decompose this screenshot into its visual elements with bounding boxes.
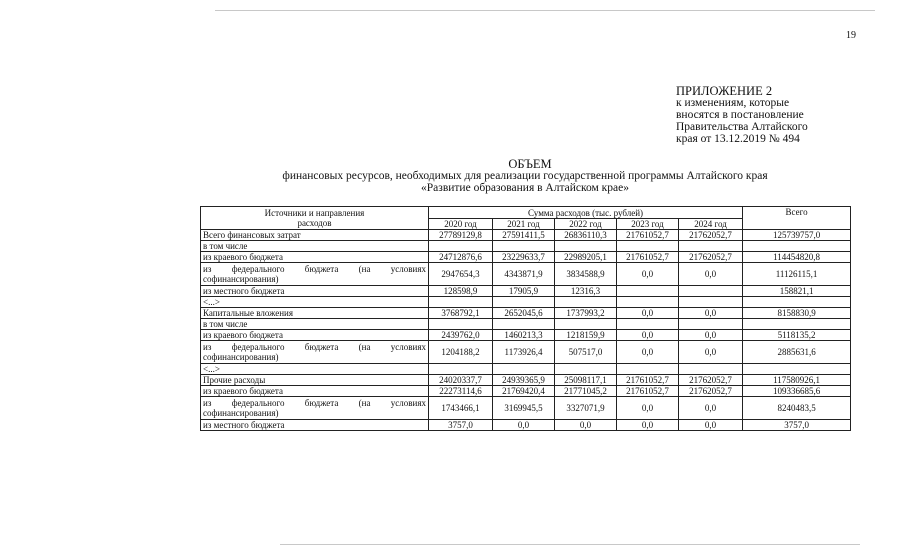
- year-value-cell: 0,0: [617, 330, 679, 341]
- year-value-cell: 0,0: [679, 330, 743, 341]
- year-value-cell: 0,0: [679, 397, 743, 420]
- appendix-line: Правительства Алтайского: [676, 121, 808, 133]
- header-year: 2021 год: [493, 219, 555, 230]
- year-value-cell: [555, 297, 617, 308]
- header-total: Всего: [743, 207, 851, 230]
- year-value-cell: 26836110,3: [555, 230, 617, 241]
- year-value-cell: 0,0: [493, 420, 555, 431]
- appendix-heading: ПРИЛОЖЕНИЕ 2: [676, 84, 773, 98]
- year-value-cell: 0,0: [617, 397, 679, 420]
- appendix-line: вносятся в постановление: [676, 109, 804, 121]
- year-value-cell: [493, 241, 555, 252]
- year-value-cell: [617, 286, 679, 297]
- year-value-cell: 2947654,3: [429, 263, 493, 286]
- total-value-cell: 8240483,5: [743, 397, 851, 420]
- year-value-cell: 3757,0: [429, 420, 493, 431]
- row-label: из краевого бюджета: [201, 330, 429, 341]
- year-value-cell: 21761052,7: [617, 230, 679, 241]
- table-row: [201, 420, 851, 431]
- row-label: из местного бюджета: [201, 286, 429, 297]
- year-value-cell: [555, 364, 617, 375]
- table-row: [201, 341, 851, 364]
- page-number: 19: [846, 30, 856, 41]
- year-value-cell: 1737993,2: [555, 308, 617, 319]
- year-value-cell: 1743466,1: [429, 397, 493, 420]
- total-value-cell: 109336685,6: [743, 386, 851, 397]
- year-value-cell: 23229633,7: [493, 252, 555, 263]
- year-value-cell: 21761052,7: [617, 386, 679, 397]
- year-value-cell: 0,0: [617, 263, 679, 286]
- year-value-cell: [679, 241, 743, 252]
- year-value-cell: 21761052,7: [617, 252, 679, 263]
- year-value-cell: 1460213,3: [493, 330, 555, 341]
- row-label: <...>: [201, 297, 429, 308]
- row-label: <...>: [201, 364, 429, 375]
- row-label: Капитальные вложения: [201, 308, 429, 319]
- year-value-cell: 1173926,4: [493, 341, 555, 364]
- row-label: из федерального бюджета (на условиях софинансирования): [201, 263, 429, 286]
- year-value-cell: 21771045,2: [555, 386, 617, 397]
- total-value-cell: 114454820,8: [743, 252, 851, 263]
- year-value-cell: 21769420,4: [493, 386, 555, 397]
- appendix-line: края от 13.12.2019 № 494: [676, 133, 800, 145]
- year-value-cell: [679, 319, 743, 330]
- scan-edge-top: [215, 10, 875, 11]
- header-year: 2024 год: [679, 219, 743, 230]
- year-value-cell: 21762052,7: [679, 252, 743, 263]
- row-label: из федерального бюджета (на условиях софинансирования): [201, 341, 429, 364]
- year-value-cell: [493, 297, 555, 308]
- row-label: Прочие расходы: [201, 375, 429, 386]
- total-value-cell: 3757,0: [743, 420, 851, 431]
- year-value-cell: 27591411,5: [493, 230, 555, 241]
- year-value-cell: [493, 319, 555, 330]
- year-value-cell: [429, 319, 493, 330]
- year-value-cell: 3169945,5: [493, 397, 555, 420]
- header-year: 2022 год: [555, 219, 617, 230]
- year-value-cell: 128598,9: [429, 286, 493, 297]
- year-value-cell: [679, 297, 743, 308]
- row-label: из местного бюджета: [201, 420, 429, 431]
- year-value-cell: [429, 297, 493, 308]
- year-value-cell: [679, 286, 743, 297]
- year-value-cell: [429, 364, 493, 375]
- year-value-cell: 0,0: [679, 420, 743, 431]
- year-value-cell: 3834588,9: [555, 263, 617, 286]
- scan-edge-bottom: [280, 544, 860, 545]
- header-sum: Сумма расходов (тыс. рублей): [429, 207, 743, 219]
- row-label: из краевого бюджета: [201, 386, 429, 397]
- table-row: [201, 375, 851, 386]
- appendix-block: [676, 85, 808, 145]
- total-value-cell: 2885631,6: [743, 341, 851, 364]
- year-value-cell: 24020337,7: [429, 375, 493, 386]
- total-value-cell: [743, 319, 851, 330]
- year-value-cell: 25098117,1: [555, 375, 617, 386]
- year-value-cell: [555, 319, 617, 330]
- table-row: [201, 230, 851, 241]
- title-line-1: ОБЪЕМ: [508, 157, 552, 171]
- total-value-cell: [743, 297, 851, 308]
- year-value-cell: 0,0: [617, 420, 679, 431]
- header-year: 2023 год: [617, 219, 679, 230]
- year-value-cell: [679, 364, 743, 375]
- total-value-cell: 8158830,9: [743, 308, 851, 319]
- year-value-cell: [617, 319, 679, 330]
- year-value-cell: 0,0: [679, 263, 743, 286]
- row-label: Всего финансовых затрат: [201, 230, 429, 241]
- year-value-cell: 0,0: [679, 341, 743, 364]
- year-value-cell: [617, 241, 679, 252]
- year-value-cell: 21762052,7: [679, 386, 743, 397]
- title-line-2: финансовых ресурсов, необходимых для реализации государственной программы Алтайского края: [282, 170, 768, 182]
- year-value-cell: 22989205,1: [555, 252, 617, 263]
- total-value-cell: [743, 241, 851, 252]
- row-label: в том числе: [201, 319, 429, 330]
- year-value-cell: 0,0: [679, 308, 743, 319]
- year-value-cell: 12316,3: [555, 286, 617, 297]
- year-value-cell: 22273114,6: [429, 386, 493, 397]
- year-value-cell: 0,0: [617, 341, 679, 364]
- year-value-cell: [493, 364, 555, 375]
- financial-resources-table: [200, 206, 851, 431]
- appendix-line: к изменениям, которые: [676, 97, 790, 109]
- table-row: [201, 297, 851, 308]
- year-value-cell: 27789129,8: [429, 230, 493, 241]
- table-row: [201, 286, 851, 297]
- year-value-cell: 1204188,2: [429, 341, 493, 364]
- title-line-3: «Развитие образования в Алтайском крае»: [421, 182, 629, 194]
- year-value-cell: [555, 241, 617, 252]
- header-year: 2020 год: [429, 219, 493, 230]
- row-label: из краевого бюджета: [201, 252, 429, 263]
- total-value-cell: 11126115,1: [743, 263, 851, 286]
- table-row: [201, 319, 851, 330]
- year-value-cell: 2652045,6: [493, 308, 555, 319]
- table-row: [201, 330, 851, 341]
- total-value-cell: 125739757,0: [743, 230, 851, 241]
- year-value-cell: [429, 241, 493, 252]
- table-body: [201, 230, 851, 431]
- header-source-line-2: расходов: [297, 218, 332, 228]
- row-label: в том числе: [201, 241, 429, 252]
- year-value-cell: [617, 364, 679, 375]
- total-value-cell: 5118135,2: [743, 330, 851, 341]
- year-value-cell: 24712876,6: [429, 252, 493, 263]
- header-source-cell: [201, 207, 429, 230]
- row-label: из федерального бюджета (на условиях софинансирования): [201, 397, 429, 420]
- table-row: [201, 263, 851, 286]
- year-value-cell: 3768792,1: [429, 308, 493, 319]
- year-value-cell: 1218159,9: [555, 330, 617, 341]
- year-value-cell: 17905,9: [493, 286, 555, 297]
- year-value-cell: 21762052,7: [679, 375, 743, 386]
- year-value-cell: 4343871,9: [493, 263, 555, 286]
- table-row: [201, 308, 851, 319]
- year-value-cell: 0,0: [555, 420, 617, 431]
- table-row: [201, 252, 851, 263]
- year-value-cell: 24939365,9: [493, 375, 555, 386]
- table-row: [201, 386, 851, 397]
- table-row: [201, 364, 851, 375]
- total-value-cell: 158821,1: [743, 286, 851, 297]
- year-value-cell: [617, 297, 679, 308]
- year-value-cell: 0,0: [617, 308, 679, 319]
- total-value-cell: [743, 364, 851, 375]
- year-value-cell: 2439762,0: [429, 330, 493, 341]
- year-value-cell: 21762052,7: [679, 230, 743, 241]
- year-value-cell: 507517,0: [555, 341, 617, 364]
- document-title: [200, 158, 850, 194]
- table-row: [201, 397, 851, 420]
- header-source-line-1: Источники и направления: [264, 208, 365, 218]
- table-row: [201, 241, 851, 252]
- total-value-cell: 117580926,1: [743, 375, 851, 386]
- year-value-cell: 3327071,9: [555, 397, 617, 420]
- year-value-cell: 21761052,7: [617, 375, 679, 386]
